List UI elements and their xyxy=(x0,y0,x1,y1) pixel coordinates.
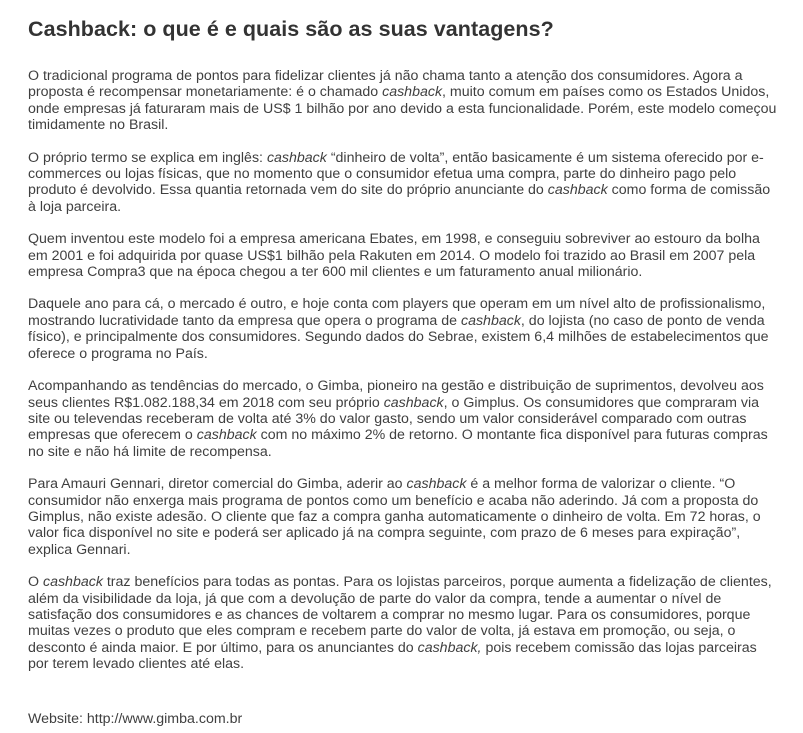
article-title: Cashback: o que é e quais são as suas vantagens? xyxy=(28,17,554,41)
italic-term: cashback xyxy=(547,182,608,199)
website-line: Website: http://www.gimba.com.br xyxy=(28,711,243,727)
italic-term: cashback xyxy=(460,312,521,329)
italic-term: cashback xyxy=(383,394,444,411)
paragraph: Daquele ano para cá, o mercado é outro, e hoje conta com players que operam em um nível alto de profissionalismo, mostrando lucratividade tanto da empresa que opera o programa de cashback, do lojista (no caso de ponto de venda físico), e principalmente dos consumidores. Segundo dados do Sebrae, existem 6,4 milhões de estabelecimentos que oferece o programa no País. xyxy=(28,296,769,362)
paragraph: Quem inventou este modelo foi a empresa americana Ebates, em 1998, e conseguiu sobreviver ao estouro da bolha em 2001 e foi adquirida por quase US$1 bilhão pela Rakuten em 2014. O modelo foi trazido ao Brasil em 2007 pela empresa Compra3 que na época chegou a ter 600 mil clientes e um faturamento anual milionário. xyxy=(28,231,760,281)
italic-term: cashback, xyxy=(417,639,482,656)
italic-term: cashback xyxy=(196,427,257,444)
article-body xyxy=(28,68,780,673)
paragraph: O cashback traz benefícios para todas as pontas. Para os lojistas parceiros, porque aumenta a fidelização de clientes, além da visibilidade da loja, já que com a devolução de parte do valor da compra, tende a aumentar o nível de satisfação dos consumidores e as chances de voltarem a comprar no mesmo lugar. Para os consumidores, porque muitas vezes o produto que eles compram e recebem parte do valor de volta, já estava em promoção, ou seja, o desconto é ainda maior. E por último, para os anunciantes do cashback, pois recebem comissão das lojas parceiras por terem levado clientes até elas. xyxy=(28,574,772,673)
paragraph: O próprio termo se explica em inglês: cashback “dinheiro de volta”, então basicamente é um sistema oferecido por e-commerces ou lojas físicas, que no momento que o consumidor efetua uma compra, parte do dinheiro pago pelo produto é devolvido. Essa quantia retornada vem do site do próprio anunciante do cashback como forma de comissão à loja parceira. xyxy=(28,149,771,215)
italic-term: cashback xyxy=(382,84,443,101)
paragraph: Para Amauri Gennari, diretor comercial do Gimba, aderir ao cashback é a melhor forma de valorizar o cliente. “O consumidor não enxerga mais programa de pontos como um benefício e acaba não aderindo. Já com a proposta do Gimplus, não existe adesão. O cliente que faz a compra ganha automaticamente o dinheiro de volta. Em 72 horas, o valor fica disponível no site e poderá ser aplicado já na compra seguinte, com prazo de 6 meses para expiração”, explica Gennari. xyxy=(28,476,761,558)
paragraph: Acompanhando as tendências do mercado, o Gimba, pioneiro na gestão e distribuição de suprimentos, devolveu aos seus clientes R$1.082.188,34 em 2018 com seu próprio cashback, o Gimplus. Os consumidores que compraram via site ou televendas receberam de volta até 3% do valor gasto, sendo um valor considerável comparado com outras empresas que oferecem o cashback com no máximo 2% de retorno. O montante fica disponível para futuras compras no site e não há limite de recompensa. xyxy=(28,378,768,460)
italic-term: cashback xyxy=(406,476,467,493)
italic-term: cashback xyxy=(42,574,103,591)
italic-term: cashback xyxy=(266,149,327,166)
paragraph: O tradicional programa de pontos para fidelizar clientes já não chama tanto a atenção dos consumidores. Agora a proposta é recompensar monetariamente: é o chamado cashback, muito comum em países como os Estados Unidos, onde empresas já faturaram mais de US$ 1 bilhão por ano devido a esta funcionalidade. Porém, este modelo começou timidamente no Brasil. xyxy=(28,68,777,134)
article xyxy=(28,14,780,689)
